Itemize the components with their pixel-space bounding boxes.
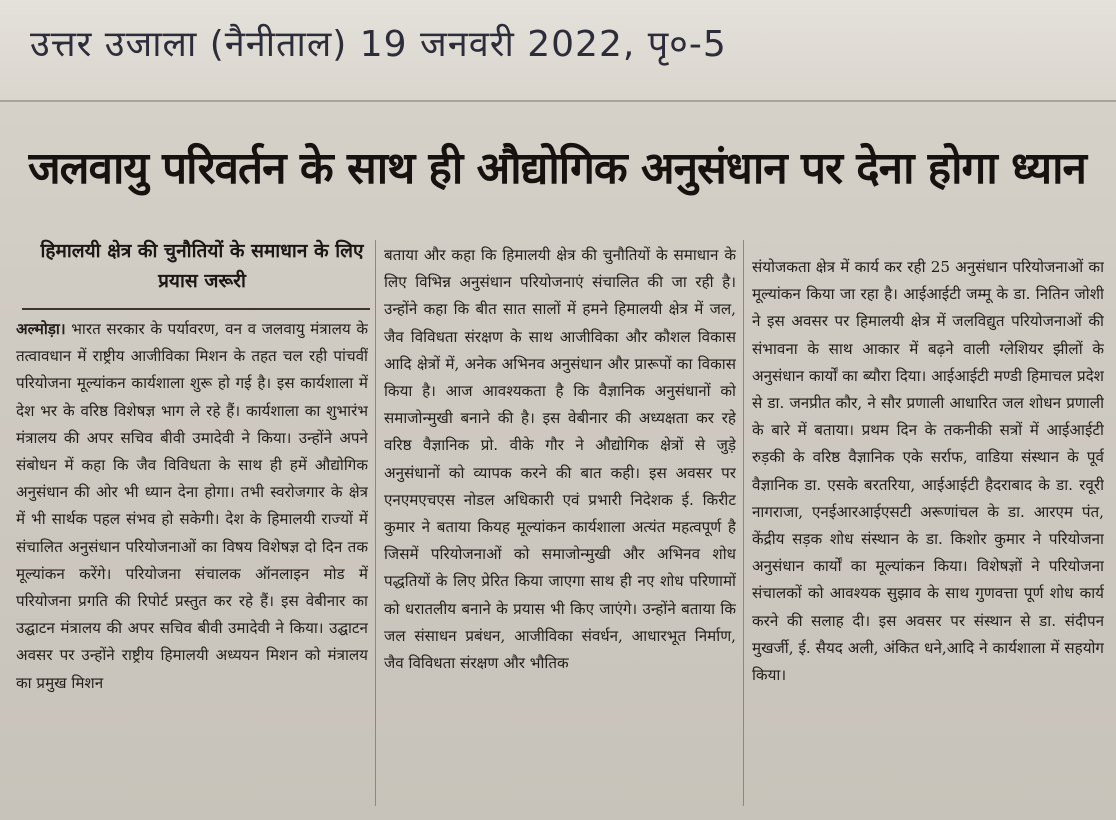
article-headline: जलवायु परिवर्तन के साथ ही औद्योगिक अनुसंधान पर देना होगा ध्यान [28,143,1086,194]
article-subheadline: हिमालयी क्षेत्र की चुनौतियों के समाधान के लिए प्रयास जरूरी [40,240,364,292]
dateline: अल्मोड़ा। [16,320,66,338]
subheadline-rule [22,308,370,310]
article-column-3: संयोजकता क्षेत्र में कार्य कर रही 25 अनुसंधान परियोजनाओं का मूल्यांकन किया जा रहा है। आईआईटी जम्मू के डा. नितिन जोशी ने इस अवसर पर हिमालयी क्षेत्र में जलविद्युत परियोजनाओं की संभावना के साथ आकार में बढ़ने वाली ग्लेशियर झीलों के अनुसंधान कार्यों का ब्यौरा दिया। आईआईटी मण्डी हिमाचल प्रदेश से डा. जनप्रीत कौर, ने सौर प्रणाली आधारित जल शोधन प्रणाली के बारे में बताया। प्रथम दिन के तकनीकी सत्रों में आईआईटी रुड़की के वरिष्ठ वैज्ञानिक एके सर्राफ, वाडिया संस्थान के पूर्व वैज्ञानिक डा. एसके बरतरिया, आईआईटी हैदराबाद के डा. रवूरी नागराजा, एनईआरआईएसटी अरूणांचल के डा. आरएम पंत, केंद्रीय सड़क शोध संस्थान के डा. किशोर कुमार ने परियोजना अनुसंधान कार्यों का मूल्यांकन किया। विशेषज्ञों ने परियोजना संचालकों को आवश्यक सुझाव के साथ गुणवत्ता पूर्ण शोध कार्य करने की सलाह दी। इस अवसर पर संस्थान से डा. संदीपन मुखर्जी, ई. सैयद अली, अंकित धने,आदि ने कार्यशाला में सहयोग किया। [752,258,1104,685]
column-divider [743,240,744,806]
article-column-1 [16,316,368,806]
annotation-strip [0,0,1116,102]
article-column-2: बताया और कहा कि हिमालयी क्षेत्र की चुनौतियों के समाधान के लिए विभिन्न अनुसंधान परियोजनाएं संचालित की जा रही है। उन्होंने कहा कि बीत सात सालों में हमने हिमालयी क्षेत्र में जल, जैव विविधता संरक्षण के साथ आजीविका और कौशल विकास आदि क्षेत्रों में, अनेक अभिनव अनुसंधान और प्रारूपों का विकास किया है। आज आवश्यकता है कि वैज्ञानिक अनुसंधानों को समाजोन्मुखी बनाने की है। इस वेबीनार की अध्यक्षता कर रहे वरिष्ठ वैज्ञानिक प्रो. वीके गौर ने औद्योगिक क्षेत्रों से जुड़े अनुसंधानों को व्यापक करने की बात कही। इस अवसर पर एनएमएचएस नोडल अधिकारी एवं प्रभारी निदेशक ई. किरीट कुमार ने बताया कियह मूल्यांकन कार्यशाला अत्यंत महत्वपूर्ण है जिसमें परियोजनाओं को समाजोन्मुखी और अभिनव शोध पद्धतियों के लिए प्रेरित किया जाएगा साथ ही नए शोध परिणामों को धरातलीय बनाने के प्रयास भी किए जाएंगे। उन्होंने बताया कि जल संसाधन प्रबंधन, आजीविका संवर्धन, आधारभूत निर्माण, जैव विविधता संरक्षण और भौतिक [384,246,736,673]
handwritten-source-note: उत्तर उजाला (नैनीताल) 19 जनवरी 2022, पृ०-5 [30,24,727,65]
column-divider [375,240,376,806]
column-1-text: भारत सरकार के पर्यावरण, वन व जलवायु मंत्रालय के तत्वावधान में राष्ट्रीय आजीविका मिशन के तहत चल रही पांचवीं परियोजना मूल्यांकन कार्यशाला शुरू हो गई है। इस कार्यशाला में देश भर के वरिष्ठ विशेषज्ञ भाग ले रहे हैं। कार्यशाला का शुभारंभ मंत्रालय की अपर सचिव बीवी उमादेवी ने किया। उन्होंने अपने संबोधन में कहा कि जैव विविधता के साथ ही हमें औद्योगिक अनुसंधान की ओर भी ध्यान देना होगा। तभी स्वरोजगार के क्षेत्र में भी सार्थक पहल संभव हो सकेगी। देश के हिमालयी राज्यों में संचालित अनुसंधान परियोजनाओं का विषय विशेषज्ञ दो दिन तक मूल्यांकन करेंगे। परियोजना संचालक ऑनलाइन मोड में परियोजना प्रगति की रिपोर्ट प्रस्तुत कर रहे हैं। इस वेबीनार का उद्घाटन मंत्रालय की अपर सचिव बीवी उमादेवी ने किया। उद्घाटन अवसर पर उन्होंने राष्ट्रीय हिमालयी अध्ययन मिशन को मंत्रालय का प्रमुख मिशन [16,320,368,692]
